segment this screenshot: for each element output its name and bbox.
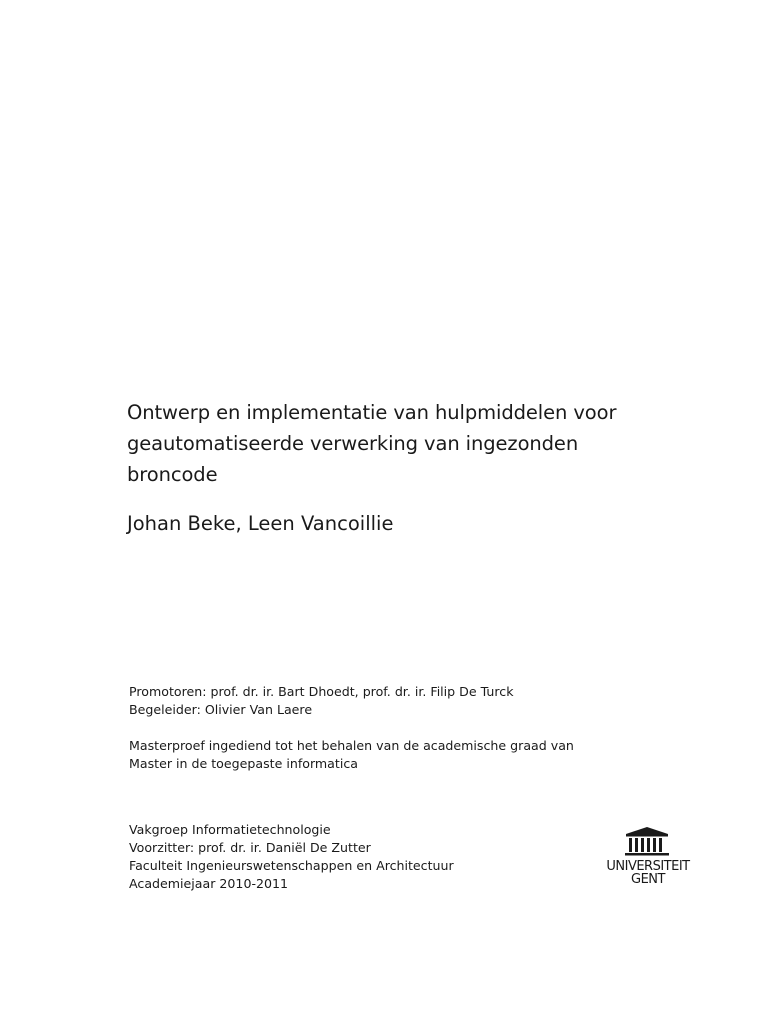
thesis-description [129,737,574,773]
faculteit-line: Faculteit Ingenieurswetenschappen en Architectuur [129,858,454,873]
begeleider-line: Begeleider: Olivier Van Laere [129,702,313,717]
university-building-icon [620,826,674,858]
authors: Johan Beke, Leen Vancoillie [127,512,394,535]
thesis-title [127,397,687,490]
thesis-line: Master in de toegepaste informatica [129,756,358,771]
vakgroep-line: Vakgroep Informatietechnologie [129,822,331,837]
title-line: broncode [127,463,218,486]
voorzitter-line: Voorzitter: prof. dr. ir. Daniël De Zutter [129,840,371,855]
university-logo [600,826,696,890]
faculty-block [129,821,454,893]
logo-text-gent: GENT [631,872,665,887]
title-line: Ontwerp en implementatie van hulpmiddelen voor [127,401,617,424]
promotoren-line: Promotoren: prof. dr. ir. Bart Dhoedt, prof. dr. ir. Filip De Turck [129,684,514,699]
promotors-block [129,683,514,719]
academiejaar-line: Academiejaar 2010-2011 [129,876,289,891]
title-line: geautomatiseerde verwerking van ingezonden [127,432,579,455]
thesis-line: Masterproef ingediend tot het behalen van de academische graad van [129,738,574,753]
logo-text-universiteit: UNIVERSITEIT [606,859,690,874]
